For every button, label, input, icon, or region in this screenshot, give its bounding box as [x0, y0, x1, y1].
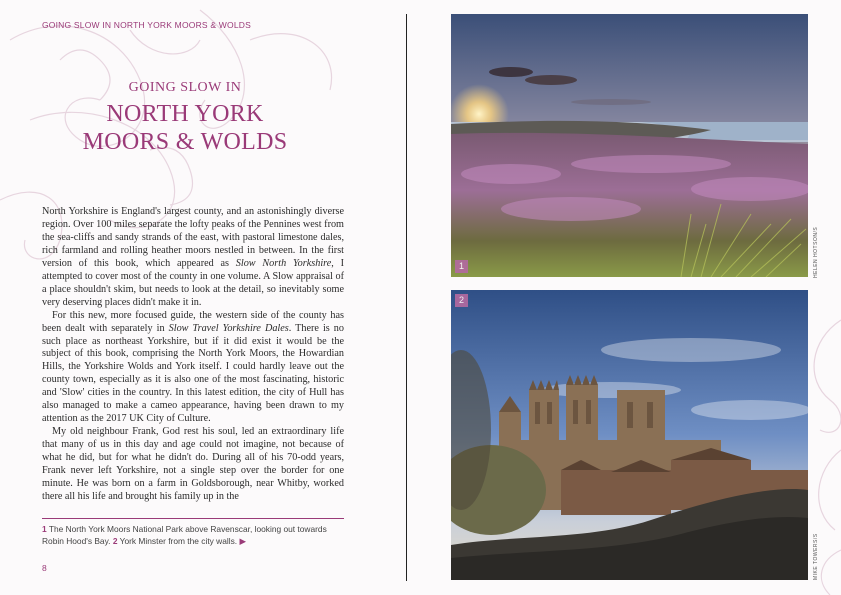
caption-divider: [42, 518, 344, 519]
photo-moorland: [451, 14, 808, 277]
caption-number-1: 1: [42, 524, 47, 534]
photo-badge-1: 1: [455, 260, 468, 273]
paragraph-3: My old neighbour Frank, God rest his soul, led an extraordinary life that many of us in this day and age could not imagine, not because of what he did, but for what he didn't do. During all of his 70-odd years, Frank never left Yorkshire, not a single step over the border for one minute. He was born on a farm in Goldsborough, near Whitby, worked there all his life and brought his family up in the: [42, 426, 344, 502]
chapter-title-line2: NORTH YORK: [106, 101, 264, 127]
body-text: [42, 206, 344, 504]
book-title-italic: Slow Travel Yorkshire Dales: [168, 322, 289, 334]
photo-york-minster: [451, 290, 808, 580]
photo-credit-2: MIKE TOWERS/S: [813, 533, 819, 580]
book-title-italic: Slow North Yorkshire: [235, 257, 332, 269]
york-minster-image: [451, 290, 808, 580]
photo-caption: [42, 524, 344, 547]
caption-text-2: York Minster from the city walls.: [117, 535, 240, 546]
paragraph-1: North Yorkshire is England's largest county, and an astonishingly diverse region. Over 100 miles separate the lofty peaks of the Pennines west from the sea-cliffs and sandy strands of the east, with pastoral limestone dales, rich farmland and rolling heather moors nestled in between. In the first version of this book, which appeared as Slow North Yorkshire, I attempted to cover most of the county in one volume. A Slow appraisal of a place shouldn't skim, but needs to look at the detail, so inevitably some very deserving places didn't make it in.: [42, 206, 344, 308]
caption-number-2: 2: [112, 535, 118, 546]
chapter-title: [60, 80, 310, 156]
page-number: 8: [42, 563, 47, 573]
chapter-title-line1: GOING SLOW IN: [128, 80, 242, 95]
chapter-title-line3: MOORS & WOLDS: [82, 129, 288, 155]
moorland-landscape-image: [451, 14, 808, 277]
running-head: GOING SLOW IN NORTH YORK MOORS & WOLDS: [42, 20, 251, 30]
page-gutter: [406, 14, 407, 581]
photo-credit-1: HELEN HOTSON/S: [813, 226, 819, 278]
photo-badge-2: 2: [455, 294, 468, 307]
caption-text-1: The North York Moors National Park above Ravenscar, looking out towards Robin Hood's Bay.: [42, 524, 327, 546]
paragraph-2: For this new, more focused guide, the western side of the county has been dealt with separately in Slow Travel Yorkshire Dales. There is no such place as northeast Yorkshire, but if it did exist it would be the subject of this book, comprising the North York Moors, the Howardian Hills, the Yorkshire Wolds and York itself. I could hardly leave out the county town, especially as it is also one of the most fascinating, historic and 'Slow' cities in the country. In this latest edition, the city of Hull has also managed to make a cameo appearance, having been drawn to my attention as the 2017 UK City of Culture.: [42, 309, 344, 425]
continue-arrow-icon: ▶: [239, 535, 246, 546]
